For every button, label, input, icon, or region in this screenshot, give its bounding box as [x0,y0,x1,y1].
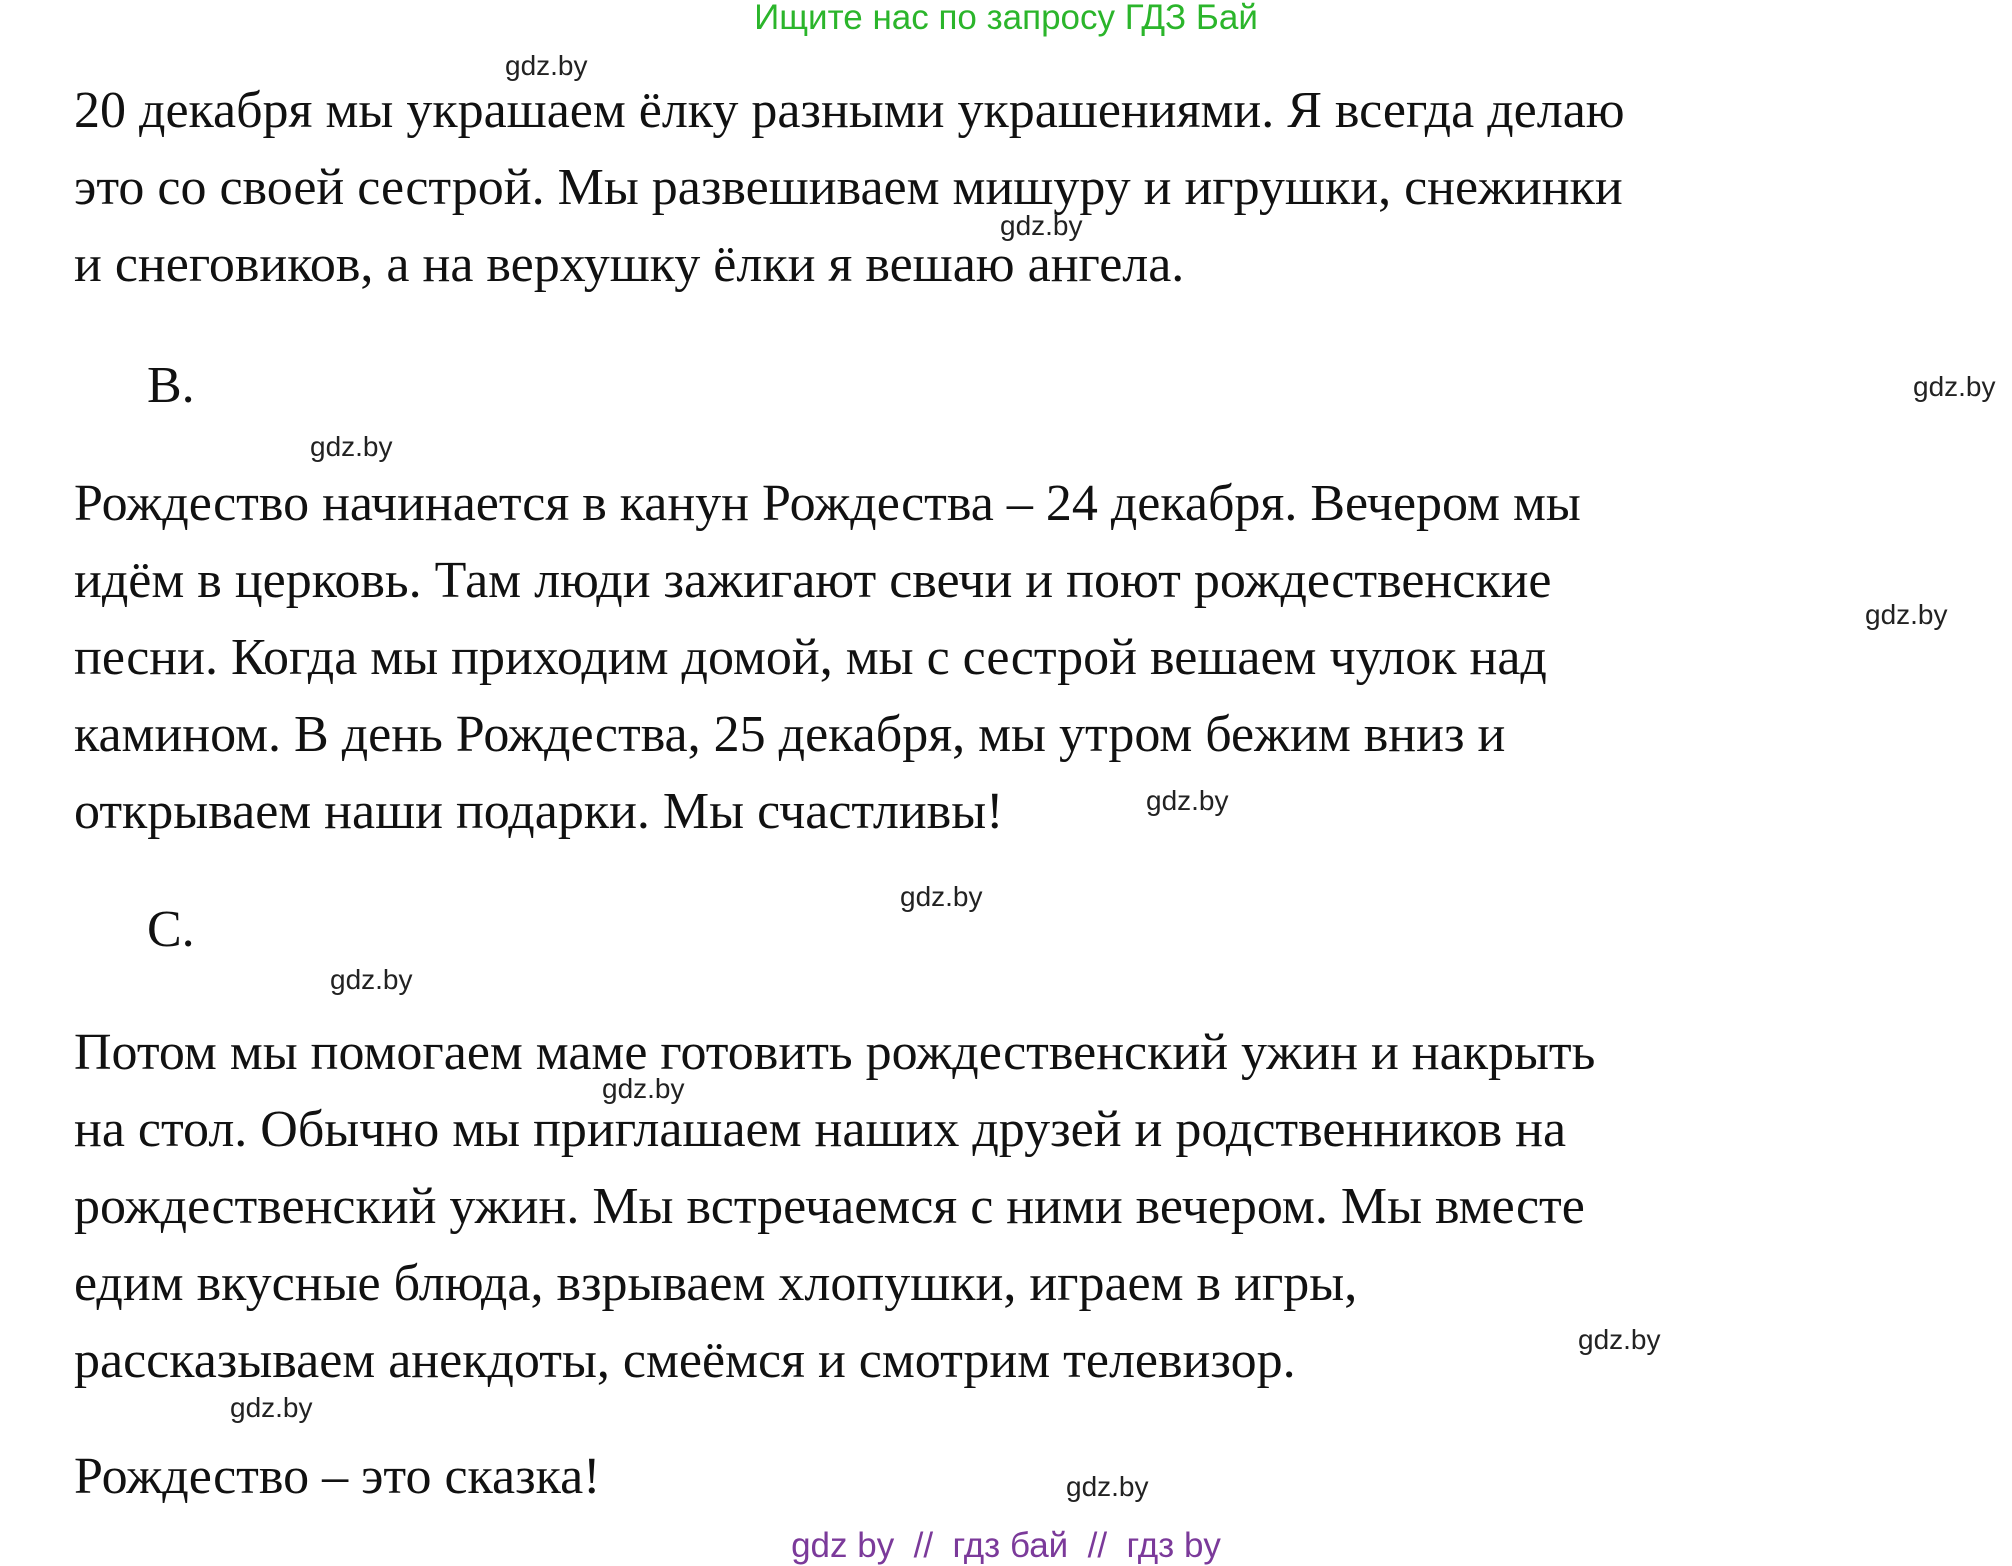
watermark: gdz.by [1146,785,1229,816]
text-line: это со своей сестрой. Мы развешиваем мишуру и игрушки, снежинки [74,159,1623,216]
section-label-b: B. [147,357,195,414]
paragraph-christmas-eve [74,465,1581,850]
watermark: gdz.by [505,50,588,81]
text-line: песни. Когда мы приходим домой, мы с сестрой вешаем чулок над [74,629,1547,686]
watermark: gdz.by [1865,599,1948,630]
watermark: gdz.by [1000,210,1083,241]
text-line: 20 декабря мы украшаем ёлку разными украшениями. Я всегда делаю [74,82,1625,139]
section-label-c: C. [147,901,195,958]
watermark: gdz.by [602,1073,685,1104]
text-line: едим вкусные блюда, взрываем хлопушки, играем в игры, [74,1255,1358,1312]
paragraph-christmas-dinner [74,1014,1595,1399]
text-line: на стол. Обычно мы приглашаем наших друзей и родственников на [74,1101,1567,1158]
watermark: gdz.by [1066,1471,1149,1502]
text-line: и снеговиков, а на верхушку ёлки я вешаю ангела. [74,236,1185,293]
text-line: Рождество начинается в канун Рождества – 24 декабря. Вечером мы [74,475,1581,532]
watermark: gdz.by [1913,371,1996,402]
site-search-banner: Ищите нас по запросу ГДЗ Бай [754,0,1258,37]
paragraph-decorating-tree [74,72,1625,303]
watermark: gdz.by [310,431,393,462]
text-line: идём в церковь. Там люди зажигают свечи и поют рождественские [74,552,1552,609]
footer-tagline: gdz by // гдз бай // гдз by [791,1526,1221,1565]
text-line: рождественский ужин. Мы встречаемся с ними вечером. Мы вместе [74,1178,1585,1235]
text-line: открываем наши подарки. Мы счастливы! [74,783,1004,840]
text-line: Потом мы помогаем маме готовить рождественский ужин и накрыть [74,1024,1596,1081]
watermark: gdz.by [330,964,413,995]
text-line: Рождество – это сказка! [74,1448,601,1505]
closing-sentence [74,1438,601,1515]
watermark: gdz.by [900,881,983,912]
watermark: gdz.by [1578,1324,1661,1355]
watermark: gdz.by [230,1392,313,1423]
text-line: рассказываем анекдоты, смеёмся и смотрим телевизор. [74,1332,1296,1389]
text-line: камином. В день Рождества, 25 декабря, мы утром бежим вниз и [74,706,1506,763]
